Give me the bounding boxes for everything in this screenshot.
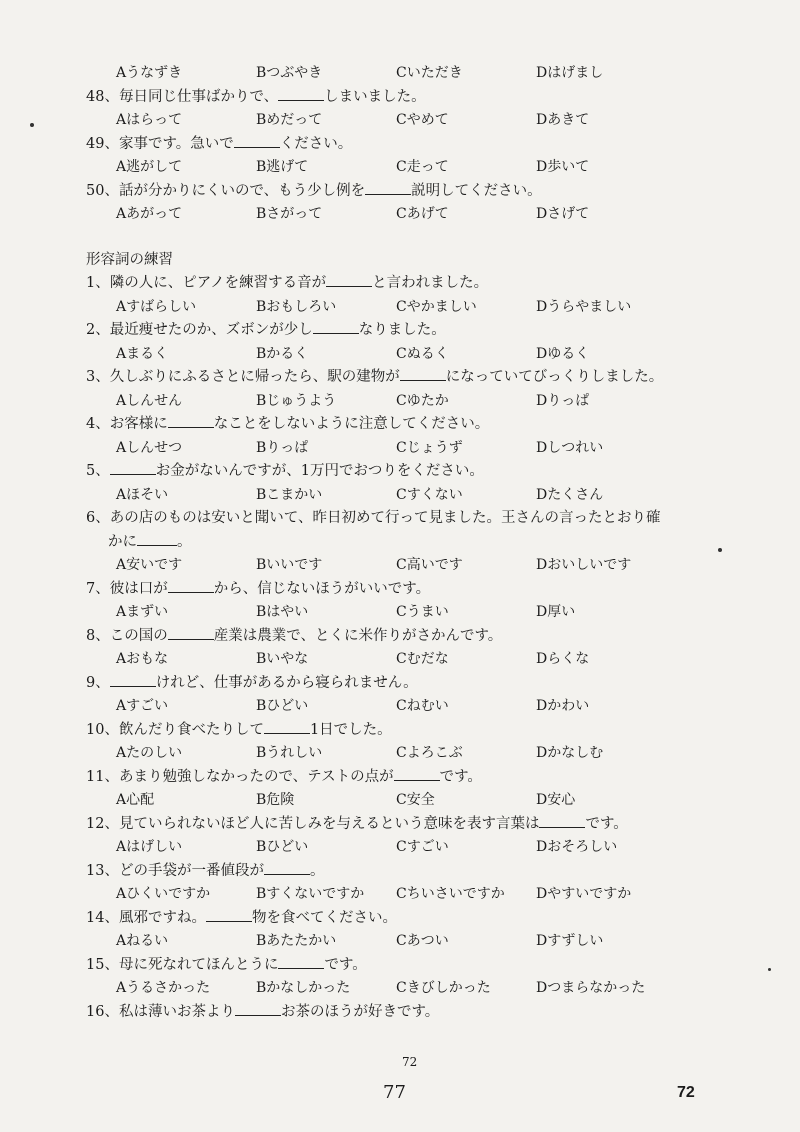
options-row <box>86 695 756 719</box>
option: Dうらやましい <box>536 298 632 315</box>
question-text: 飲んだり食べたりして <box>118 721 264 738</box>
option: Bおもしろい <box>256 298 337 315</box>
option: Bいやな <box>256 651 309 667</box>
question-line <box>86 578 756 602</box>
question-number: 2、 <box>86 322 110 338</box>
question-text: と言われました。 <box>372 275 489 291</box>
question-text: です。 <box>585 815 628 832</box>
option: Cうまい <box>396 604 449 620</box>
question-text: 久しぶりにふるさとに帰ったら、駅の建物が <box>109 369 400 385</box>
options-row <box>86 109 756 133</box>
options-row <box>86 601 756 625</box>
option: C走って <box>396 159 449 175</box>
question-number: 16、 <box>86 1003 119 1020</box>
question-text: 私は薄いお茶より <box>118 1003 235 1020</box>
option: Cぬるく <box>396 345 449 362</box>
option: Dしつれい <box>536 439 604 456</box>
question-text: あの店のものは安いと聞いて、昨日初めて行って見ました。王さんの言ったとおり確 <box>109 510 661 526</box>
answer-blank <box>110 672 156 687</box>
option: Dかわい <box>536 698 590 714</box>
options-row <box>86 156 756 180</box>
page-number-small: 72 <box>402 1055 418 1069</box>
option: Cじょうず <box>396 439 463 456</box>
question-text: あまり勉強しなかったので、テストの点が <box>118 768 394 785</box>
question-line <box>86 719 756 743</box>
answer-blank <box>235 1001 281 1016</box>
question-line <box>86 460 756 484</box>
question-line <box>86 813 756 837</box>
option: Aまるく <box>116 345 169 362</box>
answer-blank <box>168 578 214 593</box>
question-line <box>86 272 756 296</box>
question-text: になっていてびっくりしました。 <box>445 369 664 385</box>
answer-blank <box>400 366 446 381</box>
option: Aねるい <box>116 933 169 949</box>
options-row <box>86 977 756 1001</box>
question-text: 母に死なれてほんとうに <box>118 956 279 973</box>
option: Dあきて <box>536 112 590 128</box>
question-number: 9、 <box>86 674 110 691</box>
question-line <box>86 86 756 110</box>
option: Bかなしかった <box>256 980 351 996</box>
option: Dすずしい <box>536 933 604 949</box>
question-line <box>86 672 756 696</box>
question-number: 12、 <box>86 815 119 832</box>
question-text: 。 <box>177 533 192 550</box>
question-number: 4、 <box>86 416 110 432</box>
question-text: お客様に <box>109 416 168 432</box>
answer-blank <box>206 907 252 922</box>
question-text: 。 <box>309 862 325 879</box>
option: Dつまらなかった <box>536 980 646 996</box>
option: D厚い <box>536 604 576 620</box>
option: B逃げて <box>256 159 309 175</box>
option: Aまずい <box>116 604 169 620</box>
option: Cすごい <box>396 839 449 855</box>
option: Aたのしい <box>116 745 183 761</box>
question-text: 彼は口が <box>109 580 168 597</box>
options-row <box>86 296 756 320</box>
option: Bつぶやき <box>256 65 323 81</box>
option: Cむだな <box>396 651 449 667</box>
option: Dおそろしい <box>536 839 618 855</box>
options-row <box>86 648 756 672</box>
answer-blank <box>313 319 359 334</box>
option: C高いです <box>396 557 463 573</box>
question-number: 15、 <box>86 956 119 973</box>
options-row <box>86 930 756 954</box>
question-text: 産業は農業で、とくに米作りがさかんです。 <box>213 627 503 644</box>
question-text: 説明してください。 <box>411 182 542 199</box>
options-row <box>86 437 756 461</box>
option: Aうなずき <box>116 65 183 81</box>
question-text: なことをしないように注意してください。 <box>213 416 490 432</box>
question-text: ください。 <box>279 135 353 152</box>
question-number: 6、 <box>86 510 110 526</box>
option: Bあたたかい <box>256 933 337 949</box>
question-line <box>86 1001 756 1025</box>
question-number: 49、 <box>86 135 119 152</box>
answer-blank <box>326 272 372 287</box>
question-line <box>86 180 756 204</box>
option: A逃がして <box>116 159 183 175</box>
question-number: 1、 <box>86 275 110 291</box>
options-row <box>86 836 756 860</box>
question-text: けれど、仕事があるから寝られません。 <box>155 674 418 691</box>
question-text: 家事です。急いで <box>118 135 234 152</box>
option: Dやすいですか <box>536 886 632 902</box>
scan-speck <box>718 548 722 552</box>
options-row <box>86 789 756 813</box>
question-continuation <box>86 531 756 555</box>
option: Bりっぱ <box>256 439 309 456</box>
question-line <box>86 507 756 531</box>
options-row <box>86 390 756 414</box>
option: Cいただき <box>396 65 463 81</box>
question-line <box>86 907 756 931</box>
section-title: 形容詞の練習 <box>86 251 173 268</box>
question-line <box>86 366 756 390</box>
question-text: 風邪ですね。 <box>118 909 206 926</box>
option: Cきびしかった <box>396 980 491 996</box>
answer-blank <box>278 86 324 101</box>
question-text: かに <box>108 533 137 550</box>
option: Bすくないですか <box>256 886 365 902</box>
question-line <box>86 860 756 884</box>
question-number: 13、 <box>86 862 119 879</box>
option: Aはらって <box>116 112 183 128</box>
option: Aおもな <box>116 651 169 667</box>
option: Bこまかい <box>256 486 323 503</box>
question-text: 見ていられないほど人に苦しみを与えるという意味を表す言葉は <box>118 815 540 832</box>
option: Aしんせつ <box>116 439 183 456</box>
option: Bうれしい <box>256 745 323 761</box>
option: Aうるさかった <box>116 980 211 996</box>
option: Dゆるく <box>536 345 590 362</box>
question-line <box>86 625 756 649</box>
question-line <box>86 319 756 343</box>
option: Bかるく <box>256 345 309 362</box>
options-row <box>86 343 756 367</box>
option: Bいいです <box>256 557 323 573</box>
option: Dたくさん <box>536 486 604 503</box>
question-text: しまいました。 <box>324 88 426 105</box>
option: D歩いて <box>536 159 590 175</box>
question-text: 隣の人に、ピアノを練習する音が <box>109 275 327 291</box>
option: Aひくいですか <box>116 886 211 902</box>
question-number: 3、 <box>86 369 110 385</box>
option: Dかなしむ <box>536 745 604 761</box>
question-number: 8、 <box>86 627 110 644</box>
option: Cゆたか <box>396 392 449 409</box>
options-row <box>86 883 756 907</box>
question-line <box>86 954 756 978</box>
option: Aしんせん <box>116 392 183 409</box>
option: Bさがって <box>256 206 323 222</box>
answer-blank <box>110 460 156 475</box>
question-number: 50、 <box>86 182 119 199</box>
question-text: 最近痩せたのか、ズボンが少し <box>109 322 313 338</box>
option: Cすくない <box>396 486 463 503</box>
option: Aはげしい <box>116 839 183 855</box>
scan-speck <box>30 123 34 127</box>
question-number: 10、 <box>86 721 119 738</box>
question-number: 7、 <box>86 580 110 597</box>
options-row <box>86 554 756 578</box>
option: Aすばらしい <box>116 298 197 315</box>
options-row <box>86 203 756 227</box>
question-text: どの手袋が一番値段が <box>118 862 264 879</box>
question-text: お金がないんですが、1万円でおつりをください。 <box>155 463 484 479</box>
question-text: 1日でした。 <box>309 721 392 738</box>
option: Dおいしいです <box>536 557 632 573</box>
question-text: お茶のほうが好きです。 <box>280 1003 440 1020</box>
question-text: から、信じないほうがいいです。 <box>213 580 431 597</box>
option: B危険 <box>256 792 295 808</box>
option: A心配 <box>116 792 155 808</box>
answer-blank <box>234 133 280 148</box>
option: Aほそい <box>116 486 169 503</box>
answer-blank <box>365 180 411 195</box>
answer-blank <box>168 413 214 428</box>
option: Dさげて <box>536 206 590 222</box>
question-line <box>86 133 756 157</box>
option: Dりっぱ <box>536 392 590 409</box>
question-line <box>86 766 756 790</box>
option: D安心 <box>536 792 576 808</box>
answer-blank <box>168 625 214 640</box>
option: Cちいさいですか <box>396 886 505 902</box>
question-text: なりました。 <box>358 322 446 338</box>
option: Cあげて <box>396 206 449 222</box>
option: Bひどい <box>256 698 309 714</box>
option: Dらくな <box>536 651 590 667</box>
answer-blank <box>539 813 585 828</box>
option: Aすごい <box>116 698 169 714</box>
question-number: 5、 <box>86 463 110 479</box>
page-number-bold: 72 <box>677 1084 695 1101</box>
options-row <box>86 484 756 508</box>
option: Aあがって <box>116 206 183 222</box>
option: Cやめて <box>396 112 449 128</box>
scan-speck <box>768 968 771 971</box>
option: C安全 <box>396 792 435 808</box>
option: Cねむい <box>396 698 449 714</box>
question-text: 毎日同じ仕事ばかりで、 <box>118 88 279 105</box>
options-row <box>86 742 756 766</box>
page-number-handwritten: 77 <box>383 1082 406 1103</box>
option: Cやかましい <box>396 298 477 315</box>
option: Bひどい <box>256 839 309 855</box>
question-number: 14、 <box>86 909 119 926</box>
exercise-content <box>86 62 756 1024</box>
option: Cよろこぶ <box>396 745 463 761</box>
answer-blank <box>394 766 440 781</box>
answer-blank <box>264 719 310 734</box>
question-text: 物を食べてください。 <box>251 909 397 926</box>
answer-blank <box>137 531 177 546</box>
question-text: この国の <box>109 627 168 644</box>
answer-blank <box>278 954 324 969</box>
question-text: です。 <box>439 768 482 785</box>
option: Cあつい <box>396 933 449 949</box>
question-line <box>86 413 756 437</box>
question-text: 話が分かりにくいので、もう少し例を <box>118 182 366 199</box>
option: Bはやい <box>256 604 309 620</box>
options-row <box>86 62 756 86</box>
option: Bめだって <box>256 112 323 128</box>
question-number: 11、 <box>86 768 119 785</box>
option: Dはげまし <box>536 65 604 81</box>
question-text: です。 <box>324 956 367 973</box>
answer-blank <box>264 860 310 875</box>
option: A安いです <box>116 557 183 573</box>
option: Bじゅうよう <box>256 392 337 409</box>
question-number: 48、 <box>86 88 119 105</box>
